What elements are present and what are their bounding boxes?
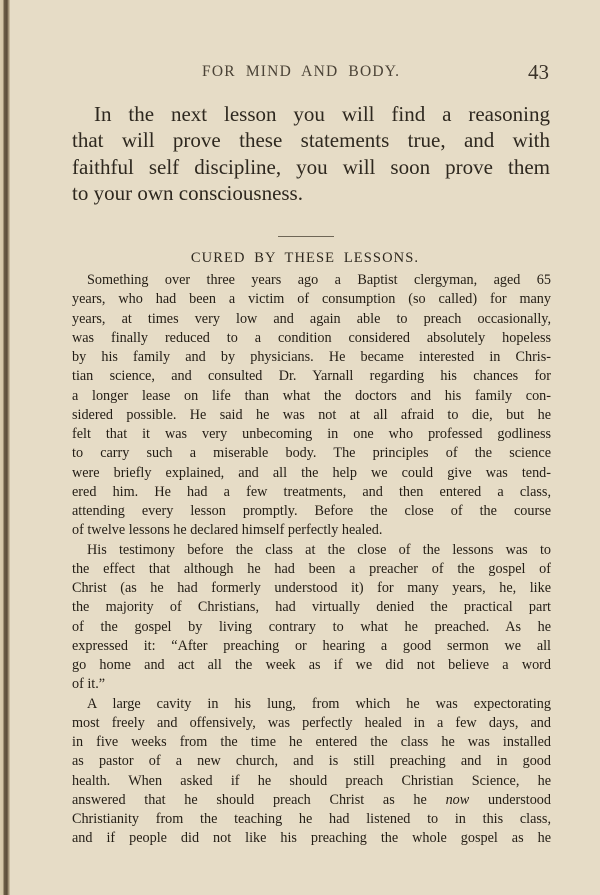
- text-line: felt that it was very unbecoming in one who professed godliness: [72, 426, 551, 442]
- running-head: FOR MIND AND BODY.: [202, 63, 401, 80]
- text-line-with-emphasis: [72, 791, 551, 810]
- text-line: and if people did not like his preaching the whole gospel as he: [72, 830, 551, 847]
- paragraph: [72, 271, 551, 541]
- text-run: understood: [469, 791, 551, 808]
- intro-line: In the next lesson you will find a reasoning: [94, 102, 550, 126]
- text-line: of the gospel by living contrary to what he preached. As he: [72, 618, 551, 635]
- text-line: the majority of Christians, had virtually denied the practical part: [72, 599, 551, 616]
- paragraph: [72, 541, 551, 695]
- text-line: His testimony before the class at the close of the lessons was to: [87, 541, 551, 558]
- text-line: years, at times very low and again able to preach occasionally,: [72, 310, 551, 327]
- text-line: of twelve lessons he declared himself perfectly healed.: [72, 522, 383, 539]
- section-divider: [278, 236, 334, 237]
- text-line: a longer lease on life than what the doctors and his family con-: [72, 387, 551, 404]
- emphasized-word: now: [445, 791, 470, 808]
- paragraph: [72, 695, 551, 849]
- text-run: answered that he should preach Christ as he: [72, 791, 446, 808]
- text-line: Christ (as he had formerly understood it) for many years, he, like: [72, 580, 551, 596]
- section-body: [72, 271, 551, 849]
- text-line: in five weeks from the time he entered the class he was installed: [72, 734, 551, 750]
- text-line: was finally reduced to a condition considered absolutely hopeless: [72, 329, 551, 346]
- text-line: to carry such a miserable body. The principles of the science: [72, 445, 551, 462]
- text-line: years, who had been a victim of consumption (so called) for many: [72, 291, 551, 308]
- intro-line: faithful self discipline, you will soon prove them: [72, 154, 550, 179]
- text-line: health. When asked if he should preach Christian Science, he: [72, 772, 551, 789]
- text-line: Christianity from the teaching he had listened to in this class,: [72, 811, 551, 827]
- text-line: tian science, and consulted Dr. Yarnall regarding his chances for: [72, 368, 551, 385]
- text-line: most freely and offensively, was perfectly healed in a few days, and: [72, 714, 551, 731]
- text-line: go home and act all the week as if we did not believe a word: [72, 657, 551, 673]
- book-binding-edge: [0, 0, 10, 895]
- text-line: attending every lesson promptly. Before the close of the course: [72, 503, 551, 519]
- text-line: Something over three years ago a Baptist clergyman, aged 65: [87, 272, 551, 288]
- text-line: ered him. He had a few treatments, and then entered a class,: [72, 483, 551, 500]
- text-line: the effect that although he had been a preacher of the gospel of: [72, 560, 551, 577]
- intro-line: that will prove these statements true, and with: [72, 128, 550, 153]
- text-line: expressed it: “After preaching or hearing a good sermon we all: [72, 637, 551, 654]
- text-line: of it.”: [72, 676, 106, 693]
- intro-line: to your own consciousness.: [72, 180, 303, 205]
- text-line: sidered possible. He said he was not at all afraid to die, but he: [72, 406, 551, 423]
- text-line: A large cavity in his lung, from which he was expectorating: [87, 695, 551, 712]
- text-line: as pastor of a new church, and is still preaching and in good: [72, 753, 551, 770]
- section-heading: CURED BY THESE LESSONS.: [190, 250, 420, 266]
- intro-paragraph: [72, 101, 550, 206]
- text-line: by his family and by physicians. He became interested in Chris-: [72, 349, 551, 365]
- page-number: 43: [528, 60, 549, 84]
- text-line: were briefly explained, and all the help we could give was tend-: [72, 464, 551, 481]
